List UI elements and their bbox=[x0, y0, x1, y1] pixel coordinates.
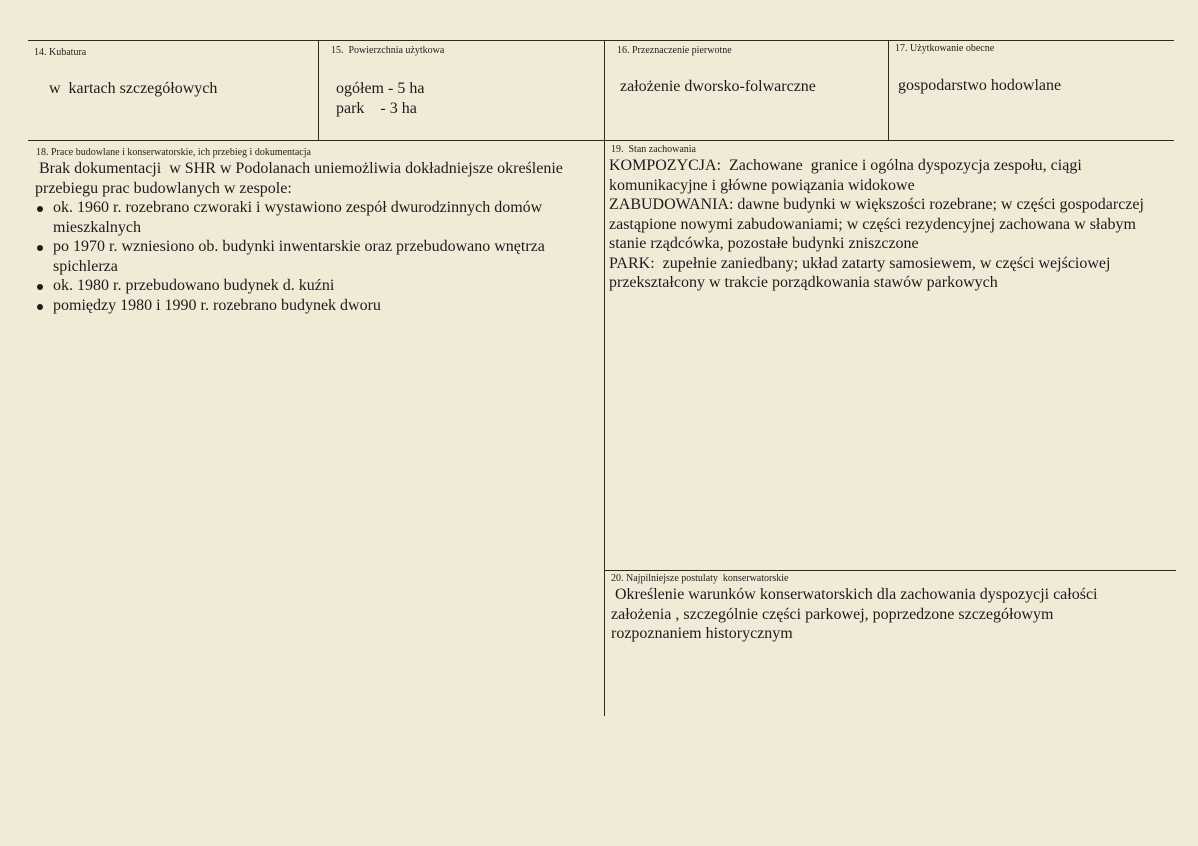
field-19-buildings: ZABUDOWANIA: dawne budynki w większości rozebrane; w części gospodarczej zastąpione nowymi zabudowaniami; w części rezydencyjnej zachowana w słabym stanie rządcówka, pozostałe budynki zniszczone bbox=[609, 196, 1144, 252]
field-14-value: w kartach szczegółowych bbox=[49, 80, 218, 97]
field-15-value bbox=[336, 79, 424, 118]
field-18-list bbox=[35, 198, 595, 315]
field-18-intro: Brak dokumentacji w SHR w Podolanach uniemożliwia dokładniejsze określenie przebiegu prac budowlanych w zespole: bbox=[35, 160, 567, 197]
field-16-value: założenie dworsko-folwarczne bbox=[620, 78, 816, 95]
field-15-line-park: park - 3 ha bbox=[336, 99, 417, 117]
divider-15-16 bbox=[604, 40, 605, 716]
field-19-value bbox=[609, 156, 1169, 293]
rule-above-20 bbox=[604, 570, 1176, 571]
field-18-label: 18. Prace budowlane i konserwatorskie, ich przebieg i dokumentacja bbox=[36, 147, 311, 158]
list-item: po 1970 r. wzniesiono ob. budynki inwentarskie oraz przebudowano wnętrza spichlerza bbox=[35, 237, 595, 276]
field-20-label: 20. Najpilniejsze postulaty konserwatorskie bbox=[611, 573, 789, 584]
field-18-value bbox=[35, 159, 595, 315]
field-20-value: Określenie warunków konserwatorskich dla zachowania dyspozycji całości założenia , szczególnie części parkowej, poprzedzone szczegółowym rozpoznaniem historycznym bbox=[611, 586, 1102, 642]
field-15-label: 15. Powierzchnia użytkowa bbox=[331, 45, 445, 56]
list-item: ok. 1980 r. przebudowano budynek d. kuźni bbox=[35, 276, 595, 296]
field-14-label: 14. Kubatura bbox=[34, 47, 87, 58]
divider-16-17 bbox=[888, 40, 889, 140]
top-rule bbox=[28, 40, 1174, 41]
second-rule bbox=[28, 140, 1174, 141]
field-19-composition: KOMPOZYCJA: Zachowane granice i ogólna dyspozycja zespołu, ciągi komunikacyjne i główne powiązania widokowe bbox=[609, 157, 1086, 194]
field-19-park: PARK: zupełnie zaniedbany; układ zatarty samosiewem, w części wejściowej przekształcony w trakcie porządkowania stawów parkowych bbox=[609, 254, 1115, 291]
field-17-label: 17. Użytkowanie obecne bbox=[895, 43, 995, 54]
field-16-label: 16. Przeznaczenie pierwotne bbox=[617, 45, 732, 56]
list-item: ok. 1960 r. rozebrano czworaki i wystawiono zespół dwurodzinnych domów mieszkalnych bbox=[35, 198, 595, 237]
field-17-value: gospodarstwo hodowlane bbox=[898, 77, 1062, 94]
field-19-label: 19. Stan zachowania bbox=[611, 144, 696, 155]
divider-14-15 bbox=[318, 40, 319, 140]
list-item: pomiędzy 1980 i 1990 r. rozebrano budynek dworu bbox=[35, 296, 595, 316]
field-15-line-total: ogółem - 5 ha bbox=[336, 80, 425, 97]
